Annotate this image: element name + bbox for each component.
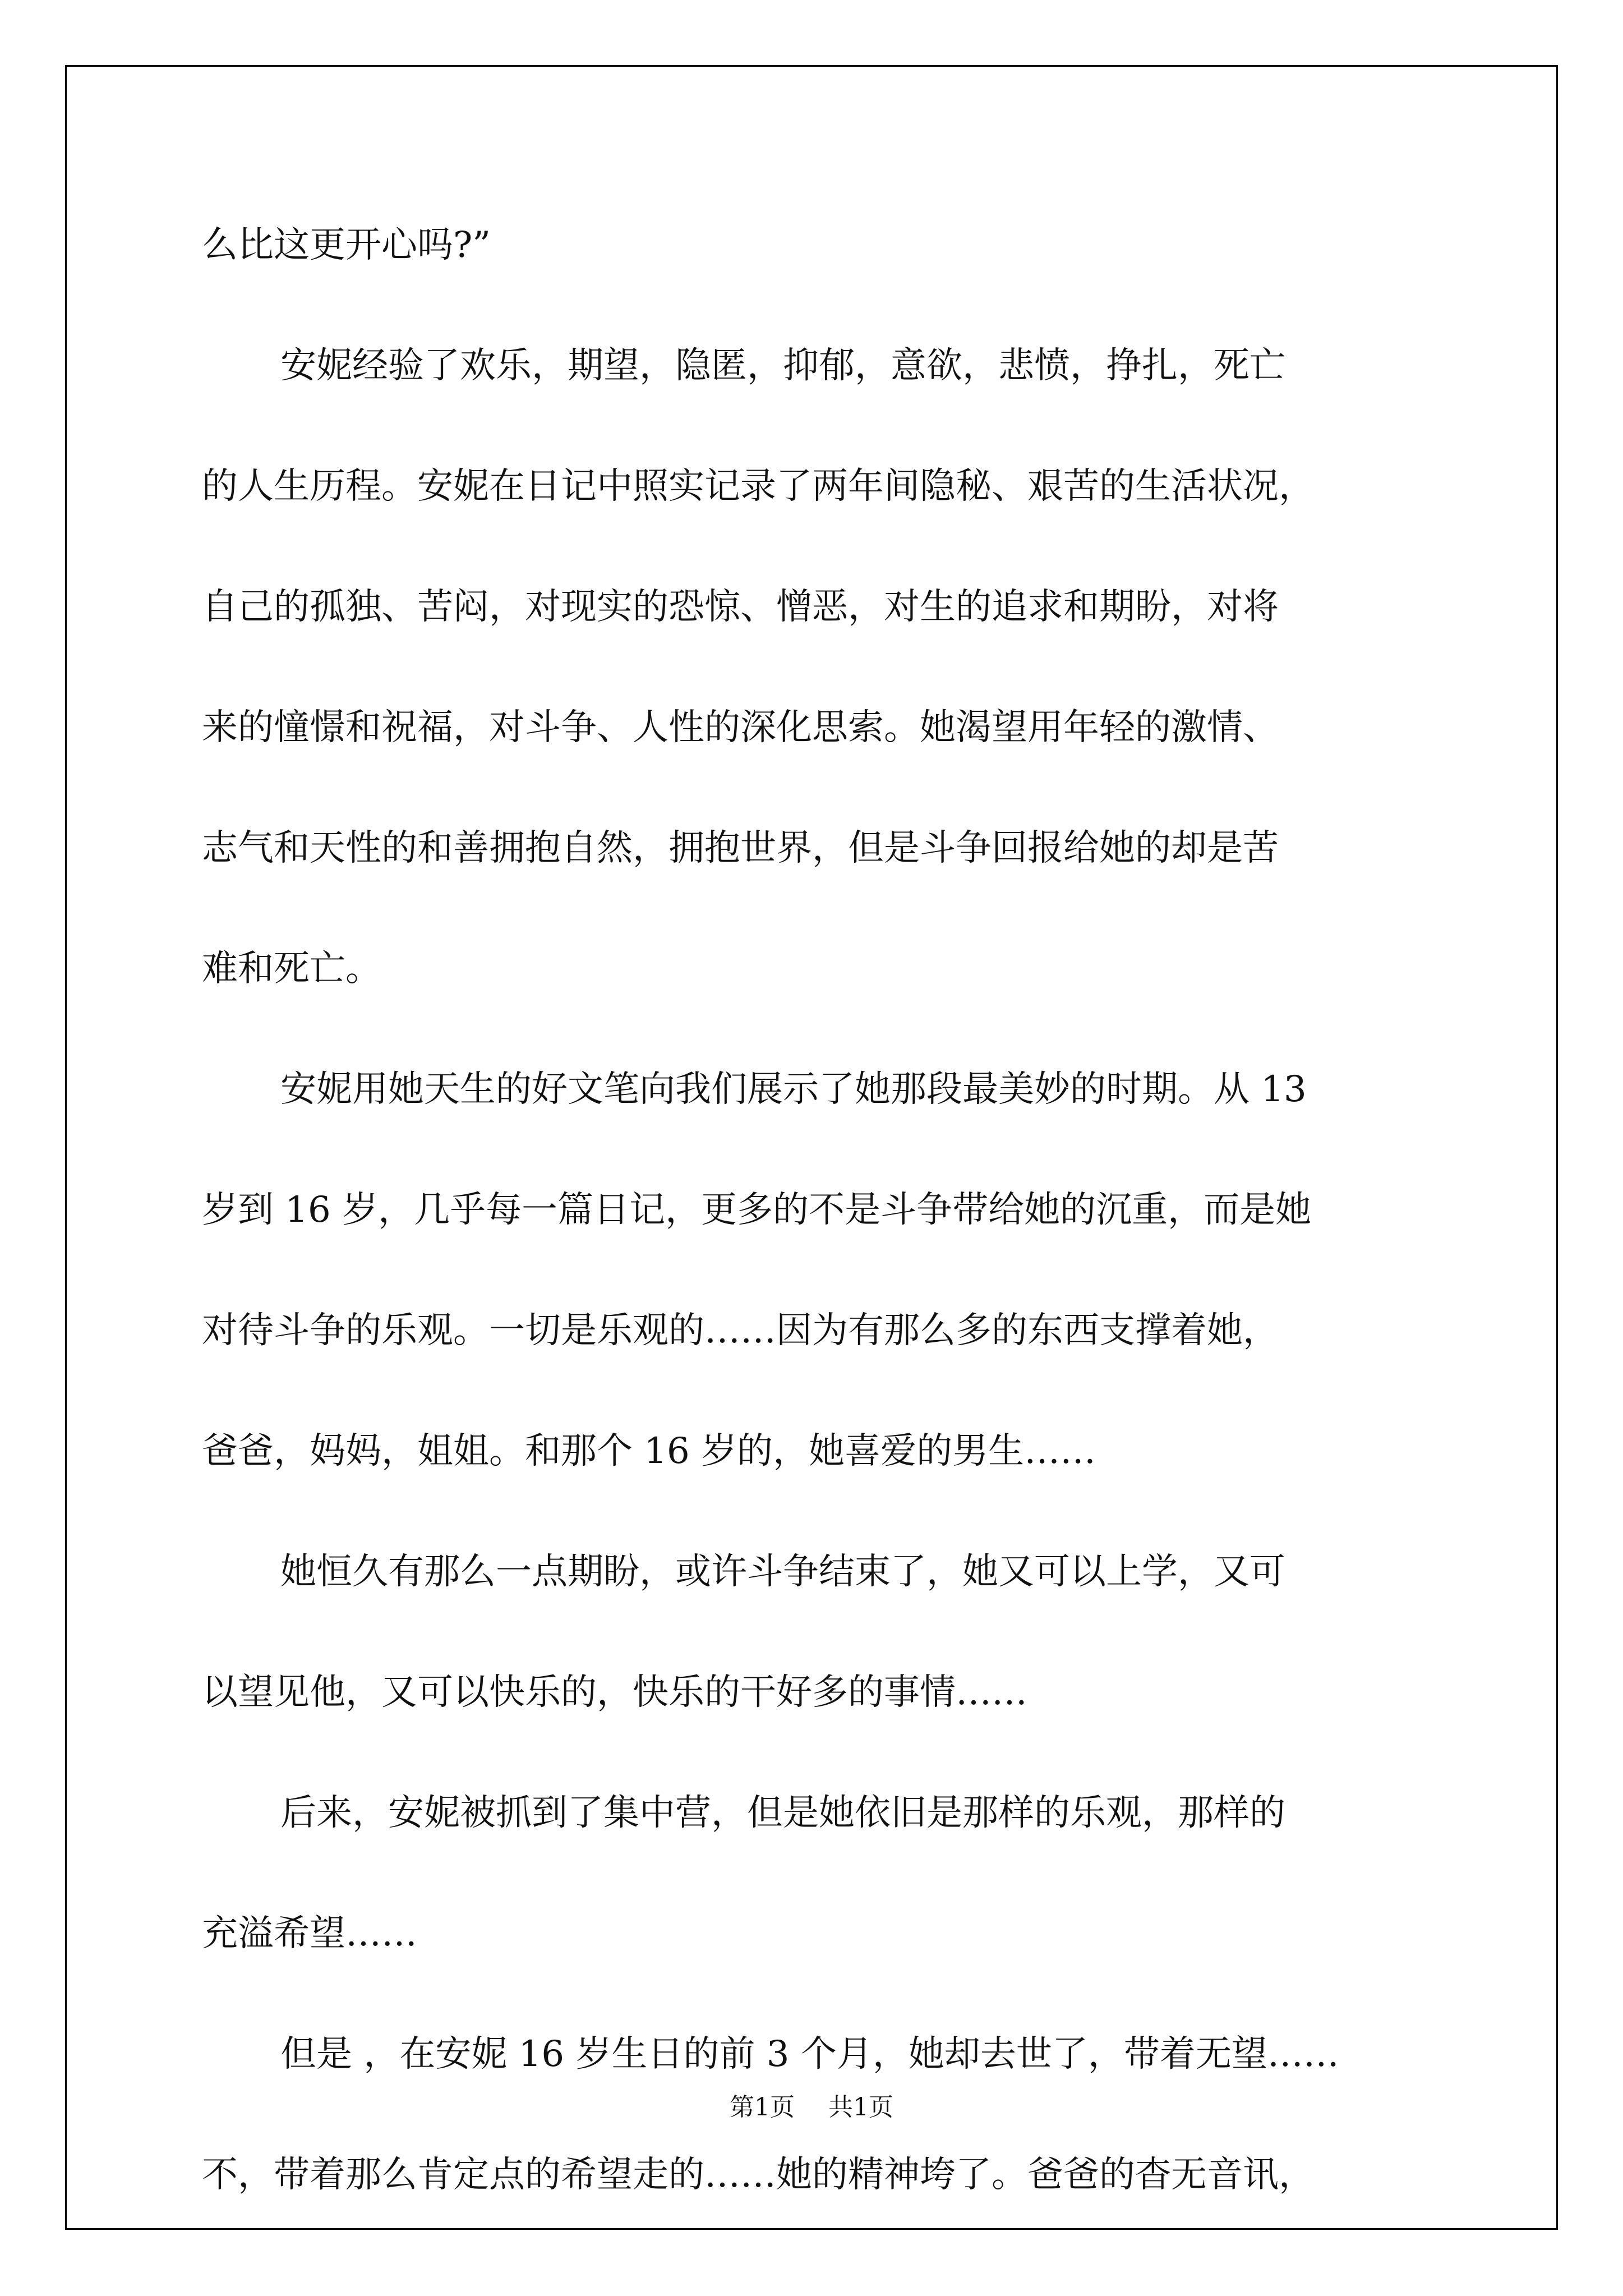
text-line-7: 难和死亡。 xyxy=(202,948,381,990)
text-line-4: 自己的孤独、苦闷，对现实的恐惊、憎恶，对生的追求和期盼，对将 xyxy=(202,586,1279,628)
text-line-6: 志气和天性的和善拥抱自然，拥抱世界，但是斗争回报给她的却是苦 xyxy=(202,827,1279,869)
text-line-16: 但是 ，在安妮 16 岁生日的前 3 个月，她却去世了，带着无望…… xyxy=(280,2033,1339,2075)
document-body xyxy=(202,185,1424,2235)
text-line-5: 来的憧憬和祝福，对斗争、人性的深化思索。她渴望用年轻的激情、 xyxy=(202,707,1279,748)
text-line-17: 不，带着那么肯定点的希望走的……她的精神垮了。爸爸的杳无音讯， xyxy=(202,2154,1315,2196)
text-line-14: 后来，安妮被抓到了集中营，但是她依旧是那样的乐观，那样的 xyxy=(280,1792,1285,1834)
text-line-1: 么比这更开心吗?” xyxy=(202,224,491,266)
text-line-15: 充溢希望…… xyxy=(202,1913,417,1954)
text-line-11: 爸爸，妈妈，姐姐。和那个 16 岁的，她喜爱的男生…… xyxy=(202,1430,1096,1472)
text-line-13: 以望见他，又可以快乐的，快乐的干好多的事情…… xyxy=(202,1672,1027,1713)
text-line-3: 的人生历程。安妮在日记中照实记录了两年间隐秘、艰苦的生活状况， xyxy=(202,466,1315,507)
text-line-12: 她恒久有那么一点期盼，或许斗争结束了，她又可以上学，又可 xyxy=(280,1551,1285,1593)
text-line-8: 安妮用她天生的好文笔向我们展示了她那段最美妙的时期。从 13 xyxy=(280,1069,1307,1110)
page-number-total: 共1页 xyxy=(828,2093,893,2122)
text-line-9: 岁到 16 岁，几乎每一篇日记，更多的不是斗争带给她的沉重，而是她 xyxy=(202,1189,1312,1231)
page-number-current: 第1页 xyxy=(730,2093,795,2122)
text-line-10: 对待斗争的乐观。一切是乐观的……因为有那么多的东西支撑着她， xyxy=(202,1310,1279,1351)
page-footer xyxy=(0,2087,1623,2123)
text-line-2: 安妮经验了欢乐，期望，隐匿，抑郁，意欲，悲愤，挣扎，死亡 xyxy=(280,345,1285,386)
